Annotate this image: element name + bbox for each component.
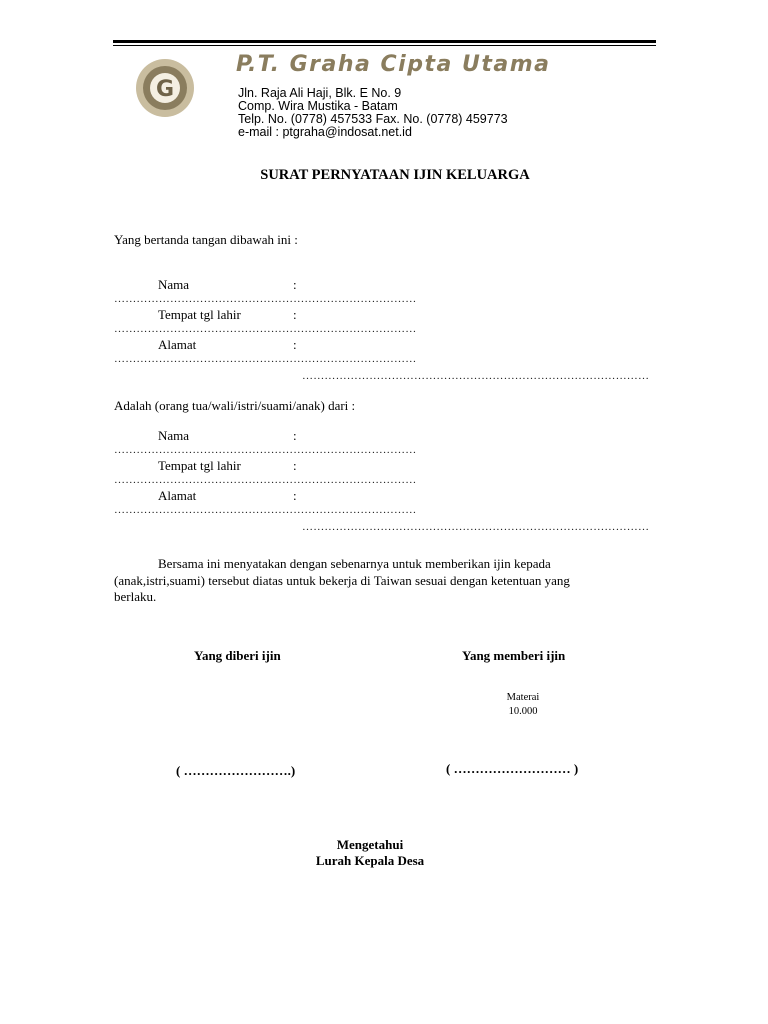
fill-line-alamat-1b[interactable]: ………………………………………………………………………………… [302,370,650,382]
header-rule-thick [113,40,656,43]
field-label-nama-1: Nama [158,277,190,292]
materai-label: Materai [506,692,540,703]
field-label-ttl-2: Tempat tgl lahir [158,458,241,473]
acknowledge-line-2: Lurah Kepala Desa [315,853,425,868]
field-colon: : [293,277,297,292]
fill-line-nama-1[interactable]: ……………………………………………………………………… [114,293,417,305]
intro-text: Yang bertanda tangan dibawah ini : [114,232,298,247]
field-label-alamat-1: Alamat [158,337,197,352]
field-colon: : [293,458,297,473]
signature-label-left: Yang diberi ijin [194,648,281,663]
company-name: P.T. Graha Cipta Utama [236,52,551,77]
acknowledge-line-1: Mengetahui [336,837,404,852]
signature-label-right: Yang memberi ijin [462,648,566,663]
fill-line-ttl-2[interactable]: ……………………………………………………………………… [114,474,417,486]
field-colon: : [293,488,297,503]
field-label-ttl-1: Tempat tgl lahir [158,307,241,322]
field-colon: : [293,307,297,322]
statement-line-2: (anak,istri,suami) tersebut diatas untuk bekerja di Taiwan sesuai dengan ketentuan yang [114,573,570,588]
fill-line-alamat-2b[interactable]: ………………………………………………………………………………… [302,521,650,533]
relation-text: Adalah (orang tua/wali/istri/suami/anak) dari : [114,398,356,413]
logo-letter: G [155,77,175,102]
email-line: e-mail : ptgraha@indosat.net.id [238,125,412,139]
address-line-1: Jln. Raja Ali Haji, Blk. E No. 9 [238,86,402,100]
fill-line-alamat-2[interactable]: ……………………………………………………………………… [114,504,417,516]
materai-value: 10.000 [508,706,538,717]
fill-line-alamat-1[interactable]: ……………………………………………………………………… [114,353,417,365]
company-logo-icon [130,57,200,119]
header-rule-thin [113,45,656,46]
fill-line-ttl-1[interactable]: ……………………………………………………………………… [114,323,417,335]
field-label-nama-2: Nama [158,428,190,443]
phone-fax-line: Telp. No. (0778) 457533 Fax. No. (0778) 459773 [238,112,508,126]
field-label-alamat-2: Alamat [158,488,197,503]
field-colon: : [293,337,297,352]
document-title: SURAT PERNYATAAN IJIN KELUARGA [260,167,530,183]
signature-blank-right[interactable]: ( ……………………… ) [446,761,579,776]
fill-line-nama-2[interactable]: ……………………………………………………………………… [114,444,417,456]
statement-line-3: berlaku. [114,589,157,604]
signature-blank-left[interactable]: ( …………………….) [176,763,296,778]
field-colon: : [293,428,297,443]
address-line-2: Comp. Wira Mustika - Batam [238,99,398,113]
statement-line-1: Bersama ini menyatakan dengan sebenarnya untuk memberikan ijin kepada [158,556,551,571]
